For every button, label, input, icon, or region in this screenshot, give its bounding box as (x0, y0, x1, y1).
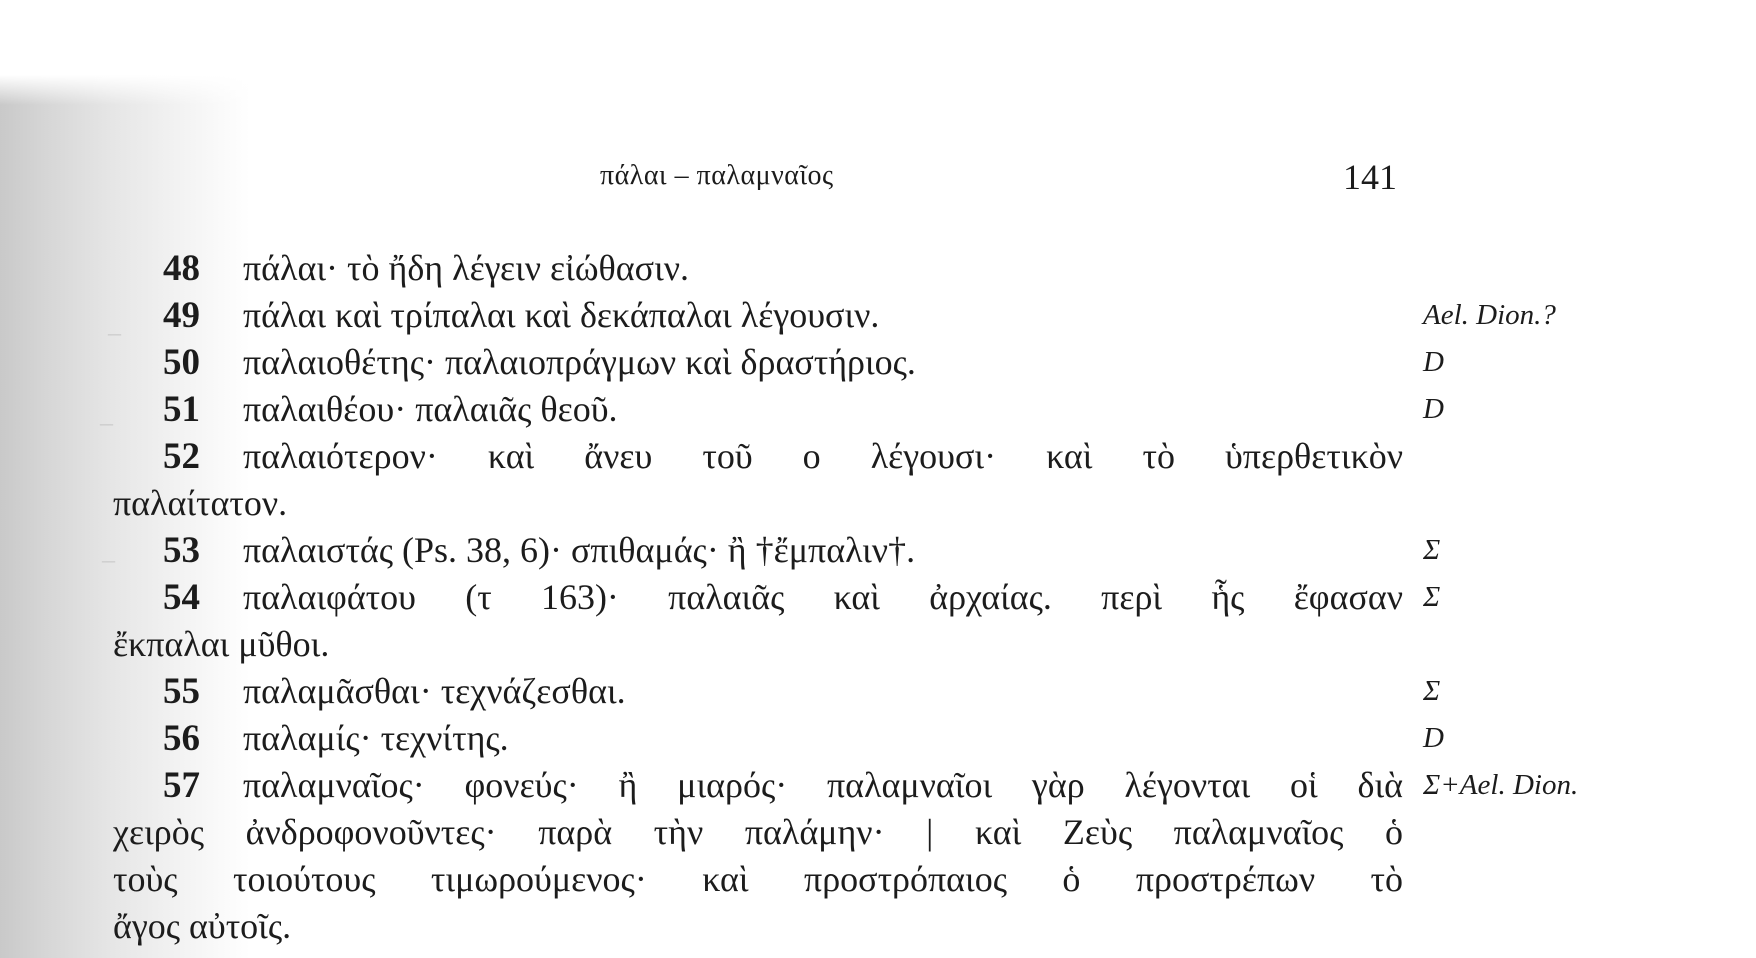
entry-48 (113, 245, 1403, 292)
source-siglum: D (1423, 393, 1444, 425)
entry-57-continuation (113, 903, 1403, 950)
entry-number: 51 (163, 389, 200, 430)
entry-text: παλαιότερον· καὶ ἄνευ τοῦ ο λέγουσι· καὶ τὸ ὑπερθετικὸν (243, 436, 1403, 476)
entry-text: παλαιφάτου (τ 163)· παλαιᾶς καὶ ἀρχαίας. περὶ ἧς ἔφασαν (243, 577, 1403, 617)
lexicon-text-block (113, 245, 1579, 950)
entry-55 (113, 668, 1441, 715)
entry-text: πάλαι καὶ τρίπαλαι καὶ δεκάπαλαι λέγουσιν. (243, 295, 880, 335)
entry-51 (113, 386, 1444, 433)
entry-text-continuation: παλαίτατον. (113, 483, 288, 523)
entry-57 (113, 762, 1579, 809)
entry-52 (113, 433, 1403, 480)
source-siglum: D (1423, 722, 1444, 754)
entry-text: παλαιθέου· παλαιᾶς θεοῦ. (243, 389, 618, 429)
entry-number: 57 (163, 765, 200, 806)
bleed-through-mark: ‒ (100, 408, 113, 437)
entry-number: 56 (163, 718, 200, 759)
gutter-top-fade (0, 75, 250, 105)
entry-56 (113, 715, 1444, 762)
entry-text: παλαμίς· τεχνίτης. (243, 718, 509, 758)
entry-number: 53 (163, 530, 200, 571)
bleed-through-mark: – (102, 545, 115, 574)
entry-57-continuation (113, 809, 1403, 856)
entry-text: παλαιοθέτης· παλαιοπράγμων καὶ δραστήριος. (243, 342, 916, 382)
entry-57-continuation (113, 856, 1403, 903)
entry-49 (113, 292, 1556, 339)
entry-text: παλαμναῖος· φονεύς· ἢ μιαρός· παλαμναῖοι γὰρ λέγονται οἱ διὰ (243, 765, 1403, 805)
entry-text: πάλαι· τὸ ἤδη λέγειν εἰώθασιν. (243, 248, 690, 288)
running-head (0, 157, 1756, 200)
source-siglum: D (1423, 346, 1444, 378)
entry-50 (113, 339, 1444, 386)
entry-number: 52 (163, 436, 200, 477)
source-siglum: Ael. Dion.? (1423, 299, 1556, 331)
source-siglum: Σ (1423, 534, 1441, 566)
entry-text: παλαμᾶσθαι· τεχνάζεσθαι. (243, 671, 626, 711)
entry-52-continuation (113, 480, 1403, 527)
entry-number: 49 (163, 295, 200, 336)
entry-54 (113, 574, 1441, 621)
entry-number: 54 (163, 577, 200, 618)
running-title: πάλαι – παλαμναῖος (600, 160, 834, 191)
entry-text-continuation: τοὺς τοιούτους τιμωρούμενος· καὶ προστρόπαιος ὁ προστρέπων τὸ (113, 859, 1403, 899)
entry-54-continuation (113, 621, 1403, 668)
entry-text-continuation: ἔκπαλαι μῦθοι. (113, 624, 330, 664)
page-number: 141 (1343, 157, 1397, 197)
entry-number: 55 (163, 671, 200, 712)
entry-text: παλαιστάς (Ps. 38, 6)· σπιθαμάς· ἢ †ἔμπαλιν†. (243, 530, 916, 570)
entry-text-continuation: χειρὸς ἀνδροφονοῦντες· παρὰ τὴν παλάμην· | καὶ Ζεὺς παλαμναῖος ὁ (113, 812, 1403, 852)
entry-text-continuation: ἄγος αὐτοῖς. (113, 906, 292, 946)
entry-53 (113, 527, 1441, 574)
bleed-through-mark: – (108, 318, 121, 347)
source-siglum: Σ+Ael. Dion. (1423, 769, 1579, 801)
source-siglum: Σ (1423, 581, 1441, 613)
source-siglum: Σ (1423, 675, 1441, 707)
entry-number: 50 (163, 342, 200, 383)
entry-number: 48 (163, 248, 200, 289)
